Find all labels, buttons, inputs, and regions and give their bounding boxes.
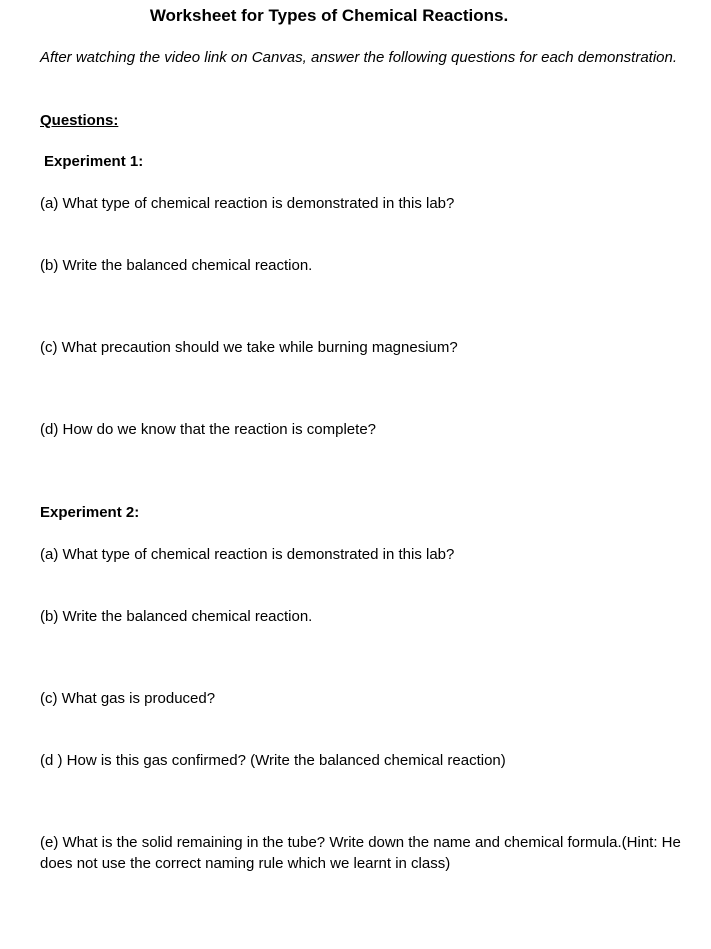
experiment-1-question-b: (b) Write the balanced chemical reaction. [40, 257, 313, 274]
experiment-1-heading: Experiment 1: [44, 153, 144, 170]
experiment-2-question-c: (c) What gas is produced? [40, 690, 216, 707]
experiment-1-question-d: (d) How do we know that the reaction is complete? [40, 421, 376, 438]
experiment-1-question-a: (a) What type of chemical reaction is demonstrated in this lab? [40, 195, 455, 212]
questions-heading: Questions: [40, 112, 119, 129]
experiment-2-heading: Experiment 2: [40, 504, 140, 521]
experiment-2-question-b: (b) Write the balanced chemical reaction. [40, 608, 313, 625]
experiment-2-question-d: (d ) How is this gas confirmed? (Write the balanced chemical reaction) [40, 752, 506, 769]
intro-instructions: After watching the video link on Canvas, answer the following questions for each demonstration. [40, 49, 678, 66]
experiment-2-question-a: (a) What type of chemical reaction is demonstrated in this lab? [40, 546, 455, 563]
experiment-1-question-c: (c) What precaution should we take while burning magnesium? [40, 339, 458, 356]
experiment-2-question-e: (e) What is the solid remaining in the tube? Write down the name and chemical formula.(Hint: He does not use the correct naming rule which we learnt in class) [40, 834, 681, 872]
page-title: Worksheet for Types of Chemical Reactions. [149, 6, 509, 25]
